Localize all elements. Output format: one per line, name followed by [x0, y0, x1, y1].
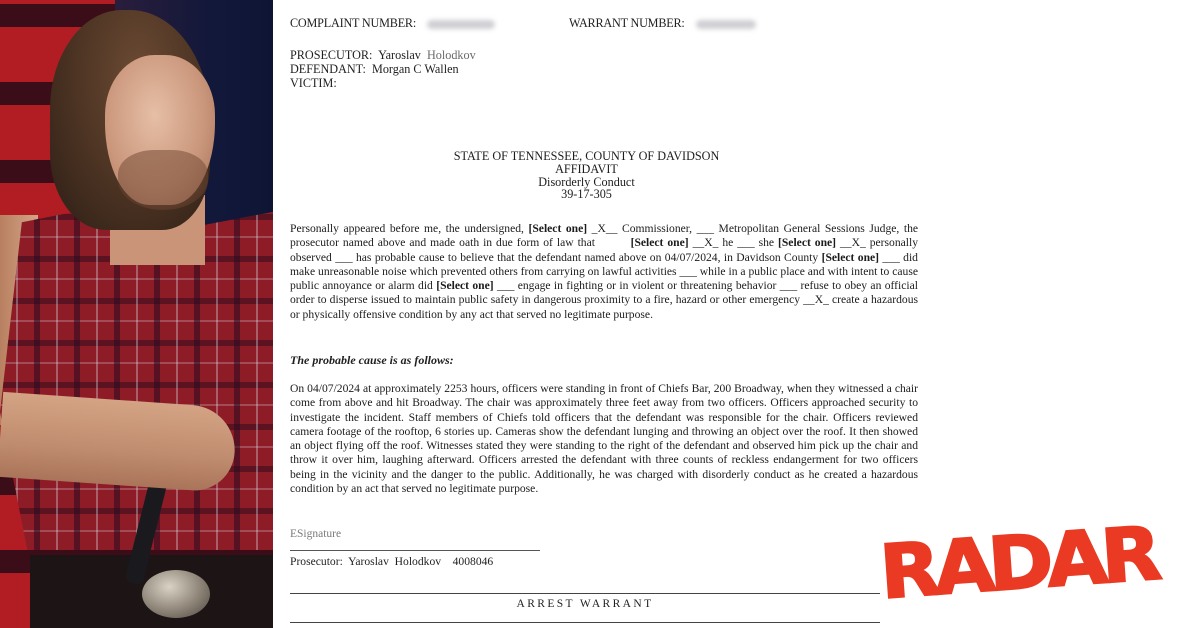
divider-line-top	[290, 593, 880, 594]
complaint-number-row	[290, 16, 495, 30]
affidavit-text: ___ engage in fighting or in violent or threatening behavior ___ refuse to obey an official order to disperse issued to maintain public safety in dangerous proximity to a fire, hazard or other emergency __X_ create a hazardous or physically offensive condition by any act that served no legitimate purpose.	[290, 279, 918, 321]
select-one-marker: [Select one]	[528, 222, 588, 235]
warrant-number-row	[569, 16, 756, 30]
beard	[118, 150, 208, 210]
complaint-number-redacted	[427, 20, 495, 29]
state-county-heading: STATE OF TENNESSEE, COUNTY OF DAVIDSON	[453, 149, 720, 163]
affidavit-text: ___ did make unreasonable noise which prevented others from carrying on lawful activities ___ while in a public place and with intent to cause public annoyance or alarm did	[290, 250, 918, 293]
complaint-number-label: COMPLAINT NUMBER:	[290, 16, 417, 30]
prosecutor-row	[290, 48, 476, 62]
affidavit-title-block	[273, 150, 900, 201]
forearm	[0, 392, 238, 493]
affidavit-heading: AFFIDAVIT	[555, 161, 618, 176]
select-one-marker: [Select one]	[778, 236, 837, 250]
probable-cause-paragraph: On 04/07/2024 at approximately 2253 hours, officers were standing in front of Chiefs Bar, 200 Broadway, when they witnessed a chair come from above and hit Broadway. The chair was approximately three feet away from two officers. Officers approached security to investigate the incident. Staff members of Chiefs told officers that the defendant was responsible for the chair. Officers reviewed camera footage of the rooftop, 6 stories up. Cameras show the defendant lunging and throwing an object over the roof. It then showed an object flying off the roof. Witnesses stated they were standing to the right of the defendant and observed him pick up the chair and throw it over him, laughing afterward. Officers arrested the defendant with three counts of reckless endangerment for two officers being in the vicinity and the danger to the public. Additionally, he was charged with disorderly conduct as he created a hazardous condition by an act that served no legitimate purpose.	[290, 382, 918, 496]
statute-number: 39-17-305	[561, 187, 612, 202]
affidavit-paragraph	[290, 222, 918, 322]
defendant-row	[290, 62, 459, 76]
affidavit-text: __X_ he ___ she	[688, 236, 778, 250]
photo-panel	[0, 0, 273, 628]
warrant-number-redacted	[696, 20, 756, 29]
prosecutor-first: Yaroslav	[378, 48, 421, 62]
prosecutor-label: PROSECUTOR:	[290, 48, 373, 62]
prosecutor-last: Holodkov	[426, 48, 476, 62]
victim-label: VICTIM:	[290, 76, 337, 90]
defendant-label: DEFENDANT:	[290, 62, 366, 76]
signature-line	[290, 550, 540, 551]
select-one-marker: [Select one]	[821, 250, 880, 264]
esignature-label: ESignature	[290, 528, 342, 540]
belt-buckle	[142, 570, 210, 618]
warrant-number-label: WARRANT NUMBER:	[569, 16, 685, 30]
offense-heading: Disorderly Conduct	[538, 174, 635, 189]
prosecutor-signature-label: Prosecutor: Yaroslav Holodkov 4008046	[290, 555, 494, 568]
affidavit-text: __X_ personally observed ___ has probable cause to believe that the defendant named above on 04/07/2024, in Davidson County	[290, 236, 919, 264]
select-one-marker: [Select one]	[630, 236, 689, 250]
radar-logo-text: RADAR	[877, 511, 1159, 617]
affidavit-text: _X__ Commissioner, ___ Metropolitan General Sessions Judge, the prosecutor named above and made oath in due form of law that	[290, 222, 919, 250]
divider-line-bottom	[290, 622, 880, 623]
defendant-value: Morgan C Wallen	[372, 62, 459, 76]
victim-row	[290, 76, 337, 90]
affidavit-text: Personally appeared before me, the undersigned,	[290, 222, 524, 235]
probable-cause-heading: The probable cause is as follows:	[290, 353, 454, 367]
arrest-warrant-heading: ARREST WARRANT	[516, 598, 654, 610]
select-one-marker: [Select one]	[436, 279, 494, 293]
